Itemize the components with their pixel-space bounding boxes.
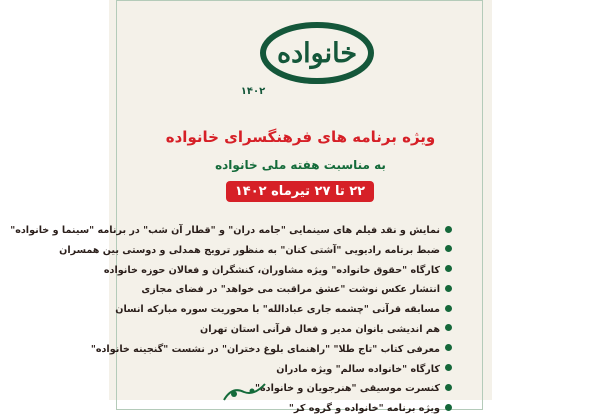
program-item-text: کنسرت موسیقی "هنرجویان و خانواده" (255, 383, 440, 395)
logo-year: ۱۴۰۲ (240, 86, 266, 97)
program-item (59, 241, 452, 261)
date-badge: ۲۲ تا ۲۷ تیرماه ۱۴۰۲ (226, 181, 374, 202)
bullet-dot-icon (445, 344, 452, 351)
bullet-dot-icon (445, 324, 452, 331)
bullet-dot-icon (445, 245, 452, 252)
program-item (90, 340, 452, 360)
poster (10, 0, 492, 415)
program-item-text: ضبط برنامه رادیویی "آشتی کنان" به منظور ترویج همدلی و دوستی بین همسران (59, 244, 440, 256)
logo-wordmark: خانواده (276, 38, 358, 69)
program-item-text: مسابقه قرآنی "چشمه جاری عبادالله" با محوریت سوره مبارکه انسان (115, 304, 440, 316)
bullet-dot-icon (445, 285, 452, 292)
bullet-dot-icon (445, 265, 452, 272)
program-item (141, 280, 452, 300)
program-item (115, 300, 452, 320)
program-list (10, 221, 452, 419)
program-item (103, 261, 452, 281)
program-item-text: کارگاه "حقوق خانواده" ویژه مشاوران، کنشگران و فعالان حوزه خانواده (103, 264, 440, 276)
program-item (154, 320, 452, 340)
program-item-text: انتشار عکس نوشت "عشق مراقبت می خواهد" در فضای مجازی (141, 284, 440, 296)
program-item-text: کارگاه "خانواده سالم" ویژه مادران (276, 363, 440, 375)
family-logo (257, 20, 377, 90)
program-item (154, 360, 452, 380)
program-item-text: هم اندیشی بانوان مدیر و فعال قرآنی استان تهران (200, 323, 440, 335)
program-item (154, 379, 452, 399)
program-item-text: ویژه برنامه "خانواده و گروه کر" (288, 403, 440, 415)
bullet-dot-icon (445, 404, 452, 411)
program-item (154, 399, 452, 419)
bullet-dot-icon (445, 305, 452, 312)
bullet-dot-icon (445, 384, 452, 391)
program-item-text: نمایش و نقد فیلم های سینمایی "جامه دران" و "قطار آن شب" در برنامه "سینما و خانواده" (10, 225, 440, 236)
ornament-icon (222, 382, 267, 400)
program-item-text: معرفی کتاب "تاج طلا" "راهنمای بلوغ دختران" در نشست "گنجینه خانواده" (90, 343, 440, 355)
program-item (10, 221, 452, 241)
bullet-dot-icon (445, 364, 452, 371)
poster-subtitle: به مناسبت هفته ملی خانواده (215, 158, 386, 172)
bullet-dot-icon (445, 226, 452, 233)
poster-title: ویژه برنامه های فرهنگسرای خانواده (165, 128, 436, 146)
